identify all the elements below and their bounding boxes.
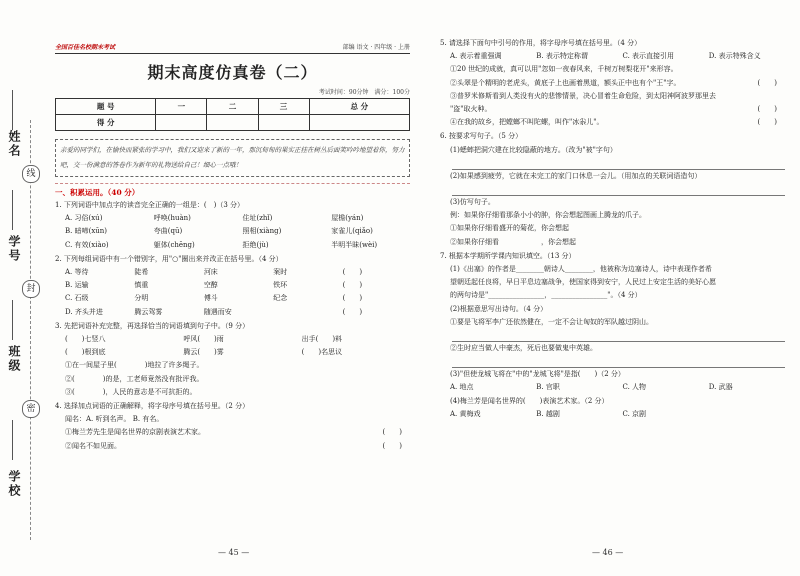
series-name: 全国百佳名校期末考试 <box>55 44 116 51</box>
school-field-label: 学校 <box>7 470 21 498</box>
option: C. 表示直接引用 <box>622 52 675 61</box>
answer-blank[interactable]: ( ) <box>757 105 777 114</box>
sub-question-text: ②如果你仔细看 ，你会想起 <box>450 237 576 246</box>
option: A. 习俗(xú) <box>65 214 103 223</box>
notice-box: 亲爱的同学们，在愉快而紧张的学习中，我们又迎来了新的一年，那沉甸甸的果实正挂在树丛后面笑吟吟地望着你，努力吧，交一份满意的答卷作为新年的礼物送给自己！细心一点哦！ <box>55 139 410 177</box>
binding-dot: 密 <box>22 400 40 418</box>
sentence-text: ①要是飞将军李广还依然健在，一定不会让匈奴的军队越过阴山。 <box>450 317 653 326</box>
sentence-text: ③( )，人民的意志是不可抗拒的。 <box>65 387 197 396</box>
sub-question-text: (3)"但使龙城飞将在"中的"龙城飞将"是指( )（2 分） <box>450 370 625 379</box>
idiom[interactable]: 呼风( )雨 <box>183 335 224 344</box>
number-field-line[interactable] <box>12 190 13 230</box>
option-row <box>440 50 785 63</box>
sentence <box>440 276 785 289</box>
option: 躯体(chēng) <box>153 240 195 249</box>
school-field-line[interactable] <box>12 420 13 460</box>
question-1: 1. 下列词语中加点字的读音完全正确的一组是：( )（3 分） <box>55 201 245 209</box>
sentence-text: ④在我的故乡，把螳螂不叫陀螺，叫作"冰尜儿"。 <box>450 118 604 127</box>
sub-question <box>440 395 785 408</box>
option: B. 暗啼(xūn) <box>65 227 108 236</box>
score-header: 一 <box>156 99 207 115</box>
sub-question-text: (2)如果感到疲劳，它就在未完工的家门口休息一会儿。（用加点的关联词语造句） <box>450 171 702 180</box>
idiom-row <box>55 333 410 346</box>
sentence-text: 的两句诗是"________________，________________"。（4 分） <box>450 291 642 300</box>
option: 半明半昧(wèi) <box>331 240 378 249</box>
answer-blank[interactable]: ( ) <box>382 428 402 437</box>
option: 照相(xiàng) <box>242 227 282 236</box>
binding-dot: 线 <box>22 165 40 183</box>
page-title: 期末高度仿真卷（二） <box>147 63 318 82</box>
answer-line[interactable] <box>452 157 785 170</box>
question-5: 5. 请选择下面句中引号的作用，将字母序号填在括号里。（4 分） <box>440 39 642 47</box>
sub-question-text: (1)蟋蟀把洞穴建在比较隐蔽的地方。（改为"被"字句） <box>450 145 617 154</box>
option[interactable]: D. 武器 <box>708 383 733 392</box>
sentence-text: ②( )的是，工老师竟然没有批评我。 <box>65 374 204 383</box>
option: 住址(zhǐ) <box>242 214 273 223</box>
option[interactable]: B. 越剧 <box>536 409 560 418</box>
idiom[interactable]: ( )七竖八 <box>65 335 106 344</box>
option-row <box>55 239 410 252</box>
score-cell[interactable] <box>156 115 207 131</box>
sentence-text: ①在一间屋子里( )地拉了许多绳子。 <box>65 361 204 370</box>
sentence <box>440 103 785 116</box>
page-number-left: — 45 — <box>218 548 250 557</box>
idiom[interactable]: 腾云( )雾 <box>183 348 224 357</box>
option: 呼唤(huàn) <box>153 214 191 223</box>
question-6: 6. 按要求写句子。（5 分） <box>440 132 523 141</box>
sentence-text: 望朝廷起任良将，早日平息边塞战争，使国家得到安宁，人民过上安定生活的美好心愿 <box>450 278 716 287</box>
example <box>440 209 785 222</box>
option: A. 等待 <box>65 268 89 277</box>
answer-line[interactable] <box>452 329 785 342</box>
sub-question <box>440 368 785 381</box>
sentence <box>440 90 785 103</box>
question-2: 2. 下列每组词语中有一个错别字，用"○"圈出来并改正在括号里。（4 分） <box>55 254 283 263</box>
sentence-text: ③普罗米修斯看到人类没有火的悲惨情景，决心冒着生命危险，到太阳神阿波罗那里去 <box>450 91 716 100</box>
option: 家雀儿(qiǎo) <box>331 227 373 236</box>
sentence-text: "盗"取火种。 <box>450 105 492 114</box>
definition-options <box>55 413 410 426</box>
binding-margin <box>0 0 52 576</box>
score-table <box>55 98 410 131</box>
question-4: 4. 选择加点词语的正确解释，将字母序号填在括号里。（2 分） <box>55 402 250 411</box>
score-header: 二 <box>207 99 258 115</box>
option: 夸曲(qū) <box>153 227 183 236</box>
option: 陡希 <box>134 268 149 277</box>
idiom-row <box>55 346 410 359</box>
idiom[interactable]: ( )名思议 <box>301 348 343 357</box>
sub-question <box>440 170 785 183</box>
option <box>263 306 332 319</box>
name-field-label: 姓名 <box>7 130 21 158</box>
sentence <box>440 116 785 129</box>
left-page <box>55 42 410 453</box>
sentence[interactable] <box>440 263 785 276</box>
header-bar <box>55 42 410 54</box>
example-text: 例：如果你仔细看那条小小的肿，你会想起图画上腾龙的爪子。 <box>450 211 646 220</box>
option-row <box>55 266 410 279</box>
option: 纪念 <box>273 294 288 303</box>
option-row <box>55 292 410 305</box>
sentence[interactable] <box>440 289 785 302</box>
sentence[interactable] <box>55 386 410 399</box>
score-cell[interactable] <box>207 115 258 131</box>
option: C. 石级 <box>65 294 89 303</box>
sub-question <box>440 144 785 157</box>
sub-question-text: (3)仿写句子。 <box>450 198 495 207</box>
class-field-label: 班级 <box>7 345 21 373</box>
sub-question[interactable] <box>440 222 785 235</box>
option-row <box>55 225 410 238</box>
sentence-text: ②生时应当做人中豪杰，死后也要做鬼中英雄。 <box>450 344 597 353</box>
answer-blank[interactable]: ( ) <box>342 294 363 303</box>
option: 屋檐(yán) <box>331 214 364 223</box>
option: 慎重 <box>134 281 149 290</box>
binding-line <box>30 120 31 540</box>
option: B. 表示特定称谓 <box>536 52 588 61</box>
sentence <box>440 316 785 329</box>
option-row <box>440 408 785 421</box>
option: 案时 <box>273 268 288 277</box>
number-field-label: 学号 <box>7 235 21 263</box>
name-field-line[interactable] <box>12 90 13 130</box>
exam-info: 考试时间：90分钟 满分：100分 <box>318 89 410 96</box>
option-row <box>55 212 410 225</box>
sub-question <box>440 303 785 316</box>
right-page <box>440 36 785 421</box>
option[interactable]: B. 官职 <box>536 383 560 392</box>
sentence-text: ②头翠是个精明的老虎头，黄底子上也画着黑道，额头正中也有个"王"字。 <box>450 78 681 87</box>
option-row <box>55 306 410 319</box>
section-heading: 一、积累运用。（40 分） <box>55 183 410 198</box>
answer-blank[interactable]: ( ) <box>342 268 363 277</box>
sentence <box>440 342 785 355</box>
sentence[interactable] <box>55 373 410 386</box>
option: 随遇而安 <box>203 307 232 316</box>
score-header: 总 分 <box>309 99 409 115</box>
score-header: 三 <box>258 99 309 115</box>
option[interactable]: C. 京剧 <box>622 409 647 418</box>
idiom[interactable]: ( )根到底 <box>65 348 106 357</box>
option: B. 运输 <box>65 281 89 290</box>
option: 拒绝(jù) <box>242 240 269 249</box>
sentence-text: ②闻名不如见面。 <box>65 441 121 450</box>
definition-text: 闻名：A. 听到名声。 B. 有名。 <box>65 415 164 424</box>
sentence-text: ①梅兰芳先生是闻名世界的京剧表演艺术家。 <box>65 428 205 437</box>
answer-blank[interactable]: ( ) <box>757 78 777 87</box>
sentence <box>55 426 410 439</box>
option: 腾云驾雾 <box>134 307 163 316</box>
option: D. 齐头并进 <box>65 307 103 316</box>
option[interactable]: A. 地点 <box>450 383 474 392</box>
answer-blank[interactable]: ( ) <box>757 118 777 127</box>
option: C. 有效(xiào) <box>65 240 109 249</box>
option: A. 表示着重强调 <box>450 52 502 61</box>
sentence <box>55 440 410 453</box>
idiom[interactable]: 出手( )料 <box>301 335 343 344</box>
score-header: 题 号 <box>56 99 156 115</box>
question-7: 7. 根据本学期所学课内知识填空。（13 分） <box>440 251 576 260</box>
option: D. 表示特殊含义 <box>708 52 761 61</box>
option-row <box>55 279 410 292</box>
sentence-text: ①20 世纪的成就，真可以用"忽如一夜春风来，千树万树梨花开"来形容。 <box>450 65 678 74</box>
score-cell[interactable] <box>309 115 409 131</box>
sentence <box>440 77 785 90</box>
option: 铁环 <box>273 281 288 290</box>
option-row <box>440 381 785 394</box>
score-row-label: 得 分 <box>56 115 156 131</box>
option: 分明 <box>134 294 149 303</box>
sub-question[interactable] <box>440 236 785 249</box>
class-field-line[interactable] <box>12 300 13 340</box>
option: 傅斗 <box>203 294 218 303</box>
sentence-text: (1)《出塞》的作者是________朝诗人________，他被称为边塞诗人，诗中表现作者希 <box>450 265 712 274</box>
answer-blank[interactable]: ( ) <box>342 307 363 316</box>
edition-meta: 部编 语文 · 四年级 · 上册 <box>342 44 410 51</box>
answer-line[interactable] <box>452 355 785 368</box>
option[interactable]: A. 黄梅戏 <box>450 409 481 418</box>
question-3: 3. 先把词语补充完整，再选择恰当的词语填到句子中。（9 分） <box>55 321 250 330</box>
sub-question-text: (2)根据意思写出诗句。（4 分） <box>450 304 548 313</box>
option[interactable] <box>699 408 785 421</box>
binding-dot: 封 <box>22 280 40 298</box>
option[interactable]: C. 人物 <box>622 383 647 392</box>
option: 空醇 <box>203 281 218 290</box>
option: 河床 <box>203 268 218 277</box>
score-cell[interactable] <box>258 115 309 131</box>
answer-blank[interactable]: ( ) <box>382 441 402 450</box>
sentence[interactable] <box>55 359 410 372</box>
page-number-right: — 46 — <box>592 548 624 557</box>
sub-question-text: ①如果你仔细看盛开的菊花，你会想起 <box>450 224 569 233</box>
answer-blank[interactable]: ( ) <box>342 281 363 290</box>
sub-question-text: (4)梅兰芳是闻名世界的( )表演艺术家。（2 分） <box>450 396 609 405</box>
answer-line[interactable] <box>452 183 785 196</box>
sentence <box>440 63 785 76</box>
sub-question <box>440 196 785 209</box>
